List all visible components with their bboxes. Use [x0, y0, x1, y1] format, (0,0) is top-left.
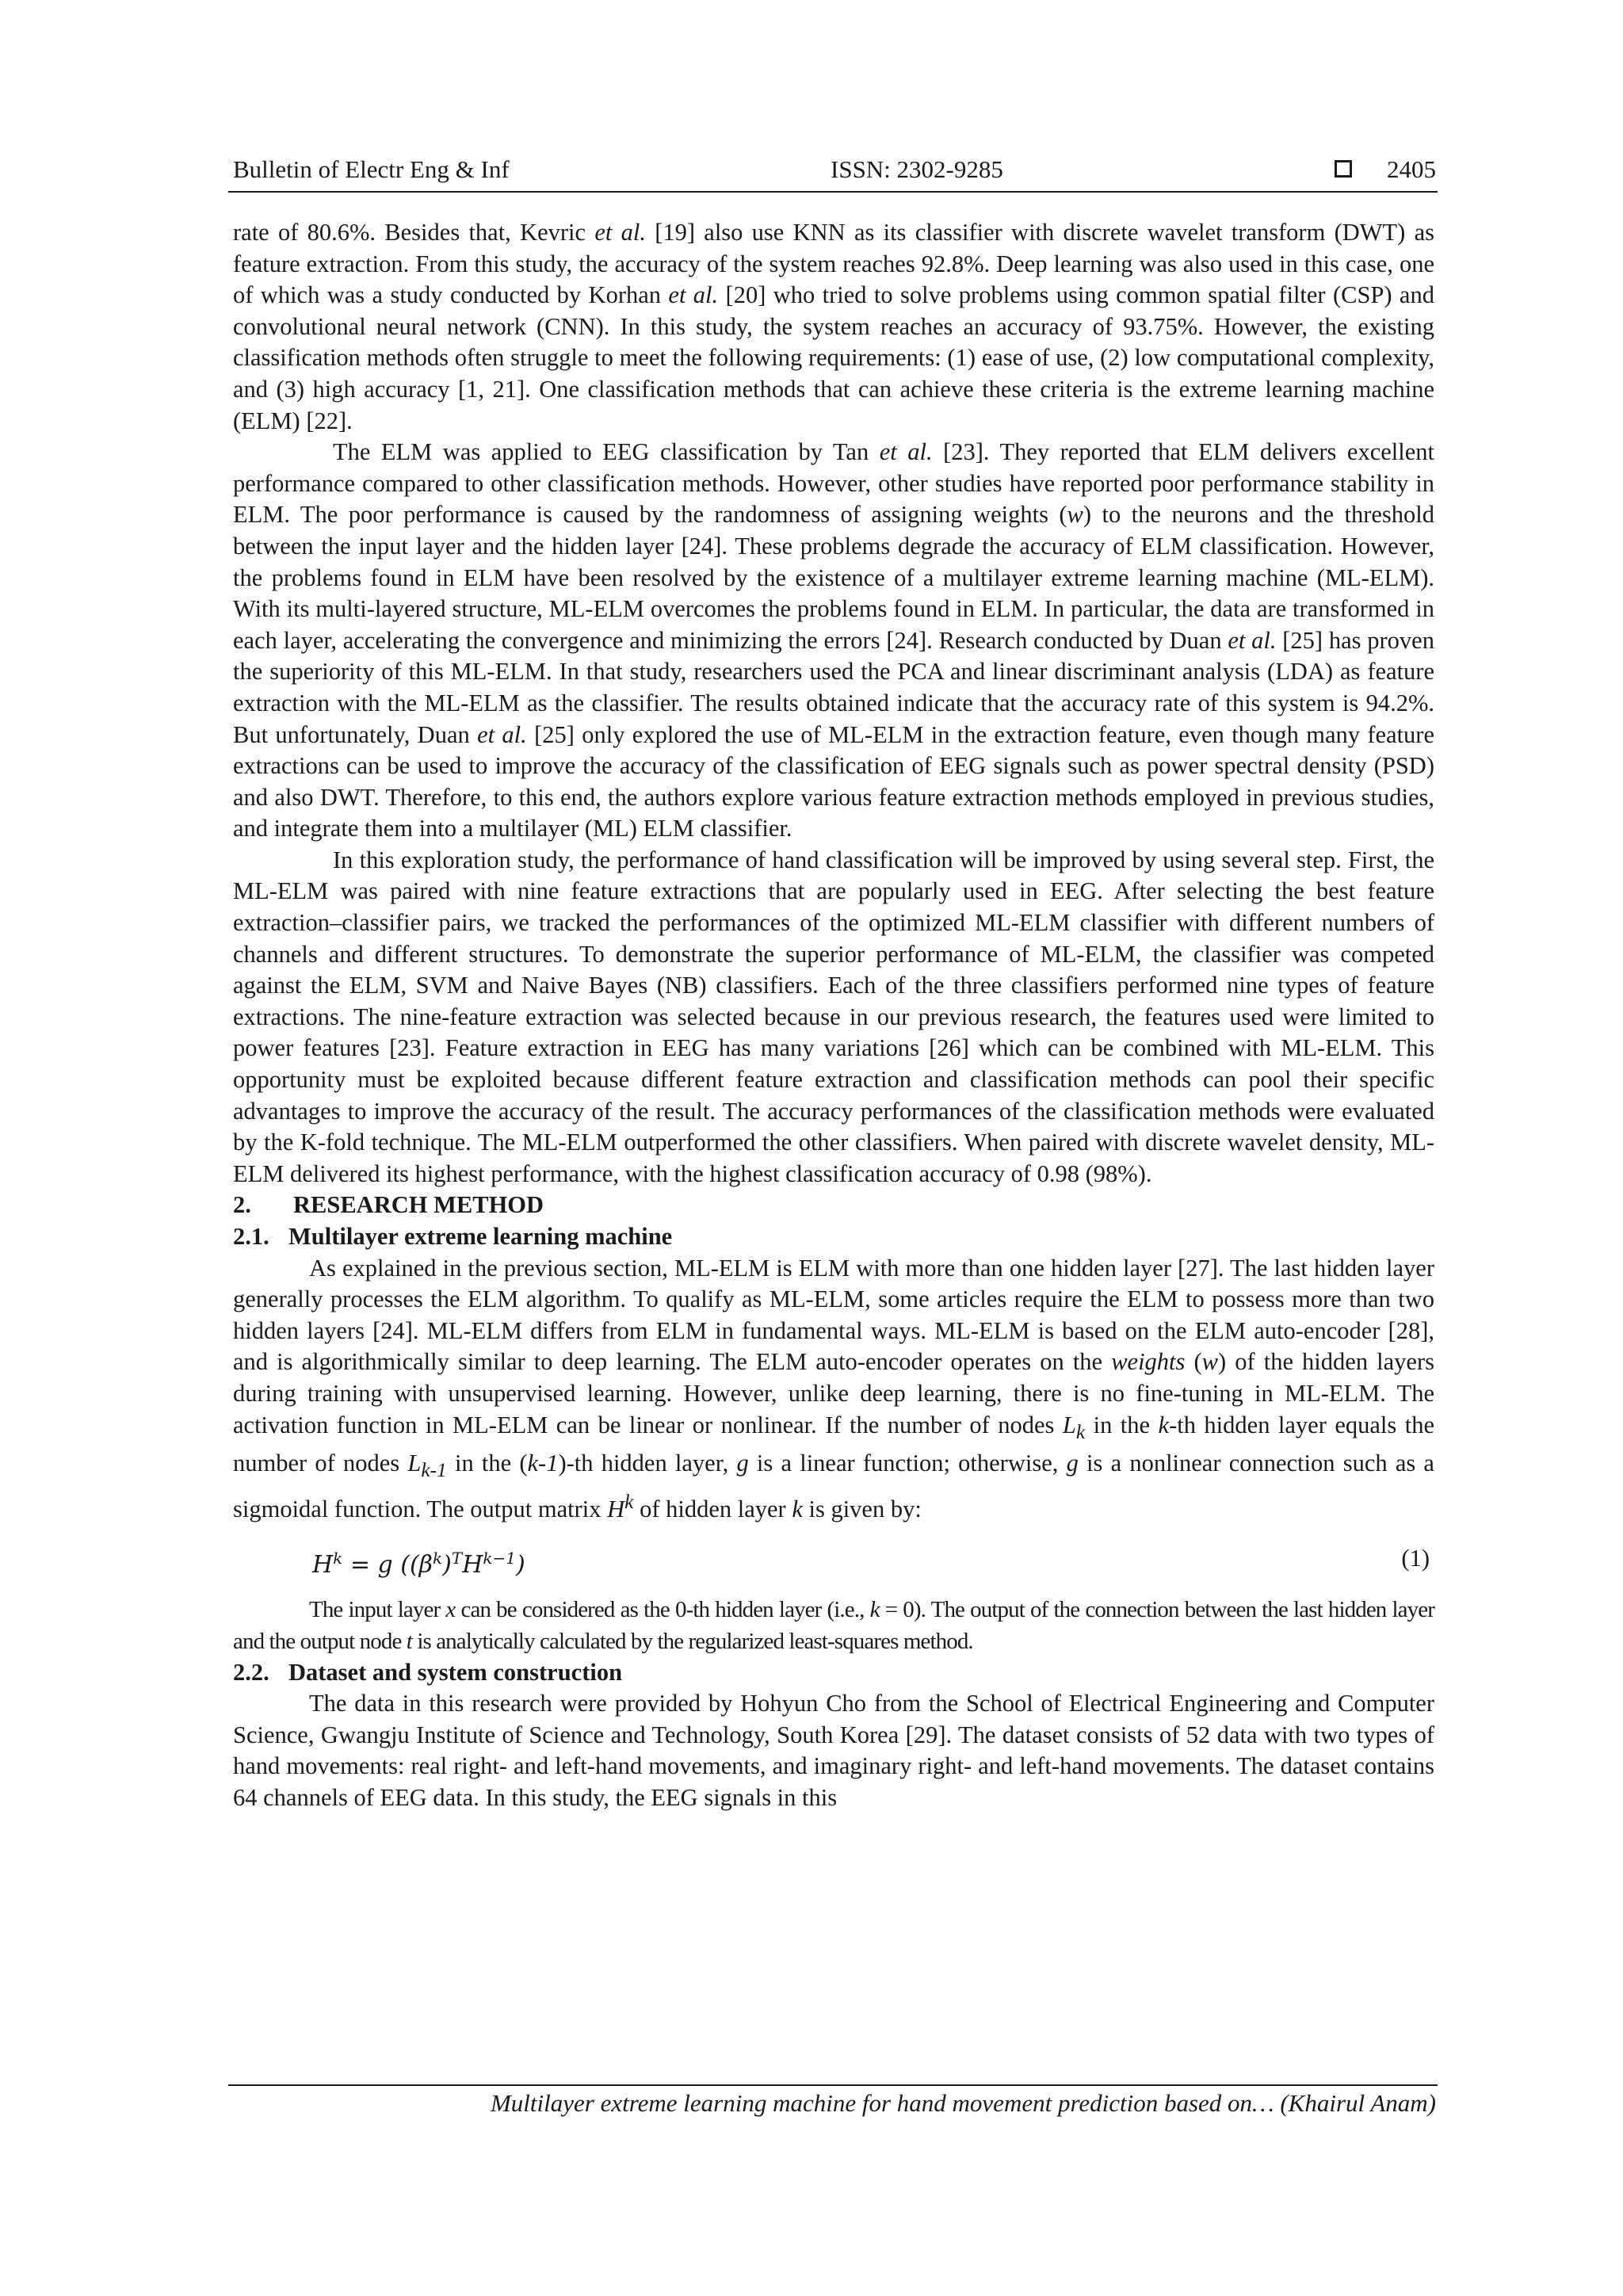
page-number: 2405 [1387, 155, 1436, 183]
running-title: Multilayer extreme learning machine for hand movement prediction based on… (Khairul Anam) [490, 2089, 1436, 2117]
subsection-heading-2-1: 2.1. Multilayer extreme learning machine [233, 1223, 673, 1250]
journal-name: Bulletin of Electr Eng & Inf [233, 155, 510, 183]
header-divider [228, 191, 1438, 193]
paragraph-4: As explained in the previous section, ML-ELM is ELM with more than one hidden layer [27]. The last hidden layer generally processes the ELM algorithm. To qualify as ML-ELM, some articles require the ELM to possess more than two hidden layers [24]. ML-ELM differs from ELM in fundamental ways. ML-ELM is based on the ELM auto-encoder [28], and is algorithmically similar to deep learning. The ELM auto-encoder operates on the weights (w) of the hidden layers during training with unsupervised learning. However, unlike deep learning, there is no fine-tuning in ML-ELM. The activation function in ML-ELM can be linear or nonlinear. If the number of nodes $L_k$ in the k-th hidden layer equals the number of nodes $L_{k-1}$ in the (k-1)-th hidden layer, g is a linear function; otherwise, g is a nonlinear connection such as a sigmoidal function. The output matrix $H^k$ of hidden layer k is given by: [233, 1254, 1434, 1523]
paragraph-2: The ELM was applied to EEG classification by Tan et al. [23]. They reported that ELM delivers excellent performance compared to other classification methods. However, other studies have reported poor performance stability in ELM. The poor performance is caused by the randomness of assigning weights (w) to the neurons and the threshold between the input layer and the hidden layer [24]. These problems degrade the accuracy of ELM classification. However, the problems found in ELM have been resolved by the existence of a multilayer extreme learning machine (ML-ELM). With its multi-layered structure, ML-ELM overcomes the problems found in ELM. In particular, the data are transformed in each layer, accelerating the convergence and minimizing the errors [24]. Research conducted by Duan et al. [25] has proven the superiority of this ML-ELM. In that study, researchers used the PCA and linear discriminant analysis (LDA) as feature extraction with the ML-ELM as the classifier. The results obtained indicate that the accuracy rate of this system is 94.2%. But unfortunately, Duan et al. [25] only explored the use of ML-ELM in the extraction feature, even though many feature extractions can be used to improve the accuracy of the classification of EEG signals such as power spectral density (PSD) and also DWT. Therefore, to this end, the authors explore various feature extraction methods employed in previous studies, and integrate them into a multilayer (ML) ELM classifier. [233, 438, 1435, 842]
paragraph-5: The input layer x can be considered as the 0-th hidden layer (i.e., k = 0). The output of the connection between the last hidden layer and the output node t is analytically calculated by the regularized least-squares method. [233, 1596, 1434, 1654]
paragraph-6: The data in this research were provided by Hohyun Cho from the School of Electrical Engineering and Computer Science, Gwangju Institute of Science and Technology, South Korea [29]. The dataset consists of 52 data with two types of hand movements: real right- and left-hand movements, and imaginary right- and left-hand movements. The dataset contains 64 channels of EEG data. In this study, the EEG signals in this [233, 1690, 1434, 1812]
article-body [233, 217, 1434, 1814]
equation-1 [233, 1537, 1434, 1584]
page-header [233, 155, 1436, 190]
square-icon [1335, 160, 1352, 178]
equation-number: (1) [1401, 1544, 1430, 1572]
equation-expression: $H^k = g$ $((\beta^k)^TH^{k-1})$ [312, 1548, 525, 1579]
footer-divider [228, 2084, 1438, 2086]
paragraph-3: In this exploration study, the performance of hand classification will be improved by using several step. First, the ML-ELM was paired with nine feature extractions that are popularly used in EEG. After selecting the best feature extraction–classifier pairs, we tracked the performances of the optimized ML-ELM classifier with different numbers of channels and different structures. To demonstrate the superior performance of ML-ELM, the classifier was competed against the ELM, SVM and Naive Bayes (NB) classifiers. Each of the three classifiers performed nine types of feature extractions. The nine-feature extraction was selected because in our previous research, the features used were limited to power features [23]. Feature extraction in EEG has many variations [26] which can be combined with ML-ELM. This opportunity must be exploited because different feature extraction and classification methods can pool their specific advantages to improve the accuracy of the result. The accuracy performances of the classification methods were evaluated by the K-fold technique. The ML-ELM outperformed the other classifiers. When paired with discrete wavelet density, ML-ELM delivered its highest performance, with the highest classification accuracy of 0.98 (98%). [233, 846, 1434, 1187]
subsection-heading-2-2: 2.2. Dataset and system construction [233, 1658, 623, 1686]
section-heading-2: 2. RESEARCH METHOD [233, 1191, 544, 1219]
paragraph-1: rate of 80.6%. Besides that, Kevric et al. [19] also use KNN as its classifier with discrete wavelet transform (DWT) as feature extraction. From this study, the accuracy of the system reaches 92.8%. Deep learning was also used in this case, one of which was a study conducted by Korhan et al. [20] who tried to solve problems using common spatial filter (CSP) and convolutional neural network (CNN). In this study, the system reaches an accuracy of 93.75%. However, the existing classification methods often struggle to meet the following requirements: (1) ease of use, (2) low computational complexity, and (3) high accuracy [1, 21]. One classification methods that can achieve these criteria is the extreme learning machine (ELM) [22]. [233, 219, 1434, 434]
issn: ISSN: 2302-9285 [831, 155, 1003, 183]
